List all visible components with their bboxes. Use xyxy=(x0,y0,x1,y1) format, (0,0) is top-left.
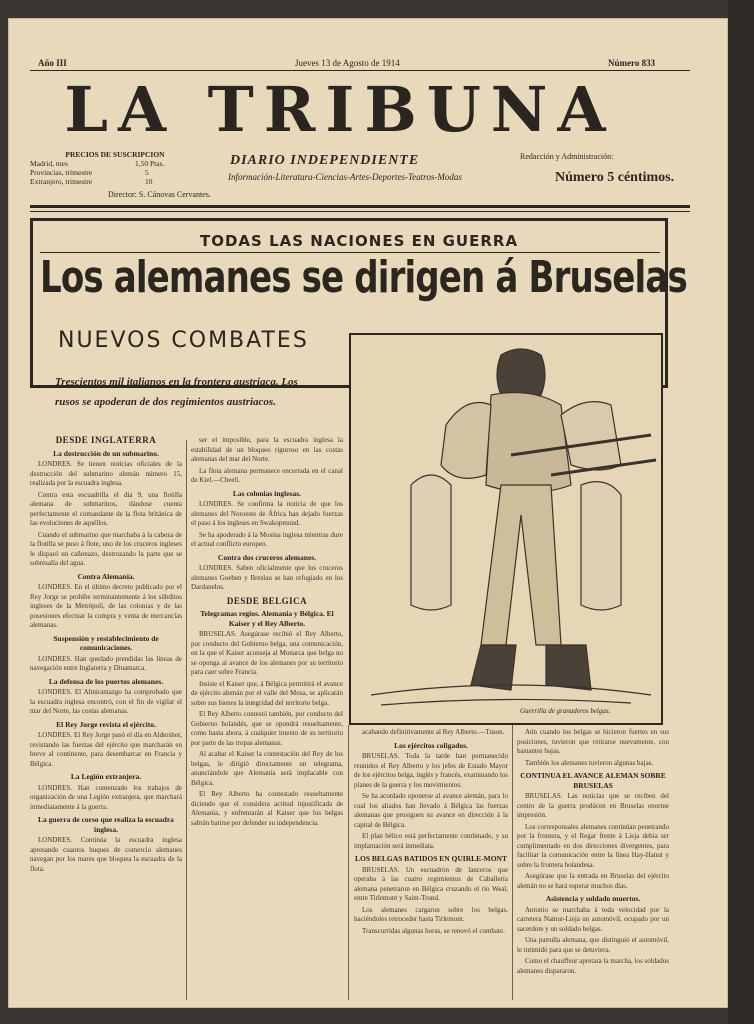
page-background-edge xyxy=(728,0,754,1024)
prices-heading: PRECIOS DE SUSCRIPCION xyxy=(65,150,165,159)
article-paragraph: Transcurridas algunas horas, se renovó el combate. xyxy=(362,926,505,935)
article-paragraph: LONDRES. Saben oficialmente que los cruceros alemanes Goeben y Breslau se han refugiado en los Dardanelos. xyxy=(191,564,343,591)
grenadiers-drawing xyxy=(351,335,661,723)
article-paragraph: El plan bélico está perfectamente combinado, y su implantación será inmediata. xyxy=(354,832,508,850)
price-row: Madrid, mes 1,50 Ptas. xyxy=(30,159,165,168)
article-paragraph: LONDRES. Se confirma la noticia de que los alemanes del Noroeste de África han dejado fuerzas el paso á los ingleses en Swakopmund. xyxy=(191,500,343,527)
article-paragraph: La flota alemana permanece encerrada en el canal de Kiel.—Cheeli. xyxy=(191,466,343,484)
article-paragraph: Aún cuando los belgas se hicieron fuertes en sus posiciones, tuvieron que retirarse nuevamente, con bastantes bajas. xyxy=(517,728,669,755)
article-column-4 xyxy=(517,728,669,1002)
article-subhead: LOS BELGAS BATIDOS EN QUIRLE-MONT xyxy=(355,854,507,863)
article-subhead: La guerra de corso que realiza la escuadra inglesa. xyxy=(38,815,174,834)
column-divider xyxy=(512,725,513,1000)
article-subhead: La Legión extranjera. xyxy=(70,772,142,781)
headline-kicker: TODAS LAS NACIONES EN GUERRA xyxy=(200,232,519,250)
article-paragraph: Se ha acordado oponerse al avance alemán, para lo cual los aliados han llevado á Bélgica las fuerzas alemanas que prosiguen su avance en dirección á la capital de Bélgica. xyxy=(354,792,508,829)
date-label: Jueves 13 de Agosto de 1914 xyxy=(295,58,400,68)
article-paragraph: LONDRES. Se tienen noticias oficiales de la destrucción del submarino alemán número 15, realizada por la escuadra inglesa. xyxy=(30,460,182,487)
article-paragraph: Una patrulla alemana, que distinguió el automóvil, le intimidó para que se detuviera. xyxy=(517,936,669,954)
article-paragraph: El Rey Alberto ha contestado resueltamente diciendo que el considera actitud injustificada de Alemania, y enfrentarán al Kaiser que los belgas sabrán batirse por defender su independencia. xyxy=(191,790,343,827)
article-paragraph: Asegúrase que la entrada en Bruselas del ejército alemán no se hará esperar muchos días. xyxy=(517,872,669,890)
section-heading: CONTINUA EL AVANCE ALEMAN SOBRE BRUSELAS xyxy=(520,771,666,790)
article-paragraph: Contra esta escuadrilla el día 9, una flotilla alemana de submarinos, dándose cuenta perfectamente el comandante de la flota británica de las evoluciones de aquéllos. xyxy=(30,490,182,527)
director-line: Director: S. Cánovas Cervantes. xyxy=(108,190,211,199)
article-subhead: Las colonias inglesas. xyxy=(232,488,302,498)
price-row: Extranjero, trimestre 10 xyxy=(30,177,153,186)
article-subhead: Asistencia y soldado muertos. xyxy=(545,894,641,903)
article-subhead: Telegramas regios. Alemania y Bélgica. El Kaiser y el Rey Alberto. xyxy=(200,609,334,628)
illustration-caption: Guerrilla de granaderos belgas. xyxy=(520,707,611,715)
article-subhead: La defensa de los puertos alemanes. xyxy=(48,676,164,686)
article-column-2 xyxy=(191,436,343,1002)
article-paragraph: ser el imposible, para la escuadra inglesa la estabilidad de un bloqueo riguroso en las costas alemanas del mar del Norte. xyxy=(191,436,343,463)
article-paragraph: BRUSELAS. Las noticias que se reciben del centro de la guerra prodúcen en Bruselas enorme impresión. xyxy=(517,792,669,819)
article-paragraph: Al acabar el Kaiser la contestación del Rey de los belgas, le dirigió directamente un telegrama, anunciándole que Alemania será implacable con Bélgica. xyxy=(191,750,343,787)
article-paragraph: LONDRES. Continúa la escuadra inglesa apresando cuantos buques de comercio alemanes navegan por los mares que bloquea la escuadra de la flota. xyxy=(30,836,182,873)
article-paragraph: Cuando el submarino que marchaba á la cabeza de la flotilla se puso á flote, uno de los cruceros ingleses le disparó un cañonazo, destrozando la parte que se sobresalía del agua. xyxy=(30,530,182,567)
article-subhead: Contra dos cruceros alemanes. xyxy=(217,552,317,562)
issue-number: Número 833 xyxy=(608,58,656,68)
article-subhead: El Rey Jorge revista el ejército. xyxy=(56,719,156,729)
article-subhead: Contra Alemania. xyxy=(77,571,135,581)
article-paragraph: BRUSELAS. Un escuadrón de lanceros que operaba á las cuatro regimientos de Caballería alemana penetraron en Bélgica cruzando el río Weal, entre Tirlemont y Saint-Trond. xyxy=(354,865,508,902)
article-paragraph: LONDRES. Han comenzado los trabajos de organización de una Legión extranjera, que marchará inmediatamente á la guerra. xyxy=(30,783,182,811)
section-heading: DESDE BELGICA xyxy=(226,595,308,606)
article-paragraph: Antonio se marchaba á toda velocidad por la carretera Namur-Lieja un automóvil, ocupado por un sacerdote y un soldado belgas. xyxy=(517,905,669,933)
header-rule xyxy=(30,70,690,71)
article-column-3 xyxy=(354,728,508,1002)
year-label: Año III xyxy=(38,58,67,68)
masthead-sections: Información-Literatura-Ciencias-Artes-Deportes-Teatros-Modas xyxy=(228,172,462,182)
price-row: Provincias, trimestre 5 xyxy=(30,168,149,177)
headline-deck: Trescientos mil italianos en la frontera austriaca. Los rusos se apoderan de dos regimientos austriacos. xyxy=(55,376,298,408)
main-headline: Los alemanes se dirigen á Bruselas xyxy=(40,252,687,303)
masthead-rule xyxy=(30,205,690,208)
section-heading: DESDE INGLATERRA xyxy=(55,435,157,445)
article-subhead: Los ejércitos coligados. xyxy=(394,740,468,750)
article-subhead: Suspensión y restablecimiento de comunicaciones. xyxy=(53,633,159,652)
masthead-rule-thin xyxy=(30,211,690,212)
article-paragraph: El Rey Alberto contestó también, por conducto del Gobierno holandés, que se opondrá resueltamente, como hasta ahora, á cualquier intento de su territorio por parte de las tropas alemanas. xyxy=(191,710,343,747)
article-paragraph: Insiste el Kaiser que, á Bélgica permitirá el avance de ejército alemán por el valle del Mosa, se aplicarán sobre sus bienes la integridad del territorio belga. xyxy=(191,679,343,707)
article-subhead: La destrucción de un submarino. xyxy=(53,448,159,458)
column-divider xyxy=(186,440,187,1000)
price-per-number: Número 5 céntimos. xyxy=(555,170,675,185)
column-divider xyxy=(348,725,349,1000)
article-paragraph: Como el chauffeur apretara la marcha, los soldados alemanes dispararon. xyxy=(517,957,669,975)
article-paragraph: Se ha apoderado á la Mosina inglesa mientras dure el actual conflicto europeo. xyxy=(191,530,343,548)
article-paragraph: También los alemanes tuvieron algunas bajas. xyxy=(525,758,654,767)
article-paragraph: LONDRES. El Rey Jorge pasó el día en Aldershot, revistando las fuerzas del ejército que marcharán en breve al continente, para desembarcar en Francia y Bélgica. xyxy=(30,731,182,768)
article-paragraph: BRUSELAS. Asegúrase recibió el Rey Alberto, por conducto del Gobierno belga, una comunicación, en la que el Kaiser aconseja al Monarca que belga no se oponga al avance de los alemanes por su territorio para caer sobre Francia. xyxy=(191,630,343,676)
subheadline: NUEVOS COMBATES xyxy=(58,328,309,353)
masthead-title: LA TRIBUNA xyxy=(64,73,616,146)
article-column-1 xyxy=(30,432,182,1002)
article-paragraph: BRUSELAS. Toda la tarde han permanecido reunidos el Rey Alberto y los jefes de Estado Mayor de los ejércitos belga, inglés y francés, examinando los planes de la guerra y los movimientos. xyxy=(354,752,508,789)
article-paragraph: Los corresponsales alemanes continúan penetrando por la frontera, y el Regar frente á Lieja debía ser cumplimentado en dos direcciones divergentes, para facilitar la comunicación entre la línea Hay-Hanut y sobre la frontera holandesa. xyxy=(517,822,669,869)
masthead-subtitle: DIARIO INDEPENDIENTE xyxy=(230,153,420,168)
subscription-prices xyxy=(30,150,210,186)
article-paragraph: LONDRES. El Almirantazgo ha comprobado que la escuadra inglesa encontró, con el fin de vigilar el mar del Norte, las costas alemanas. xyxy=(30,688,182,715)
article-paragraph: acabando definitivamente al Rey Alberto.—Tuson. xyxy=(362,728,505,736)
admin-label: Redacción y Administración: xyxy=(520,152,614,161)
article-paragraph: LONDRES. Han quedado prendidas las líneas de navegación entre Inglaterra y Dinamarca. xyxy=(30,654,182,672)
article-paragraph: LONDRES. En el último decreto publicado por el Rey Jorge se prohibe terminantemente á los súbditos ingleses de la Metrópoli, de las colonias y de las posesiones efectuar la compra y venta de mercancías alemanas. xyxy=(30,583,182,629)
soldiers-illustration xyxy=(349,333,663,725)
article-paragraph: Los alemanes cargaron sobre los belgas, haciéndoles retroceder hasta Tirlemont. xyxy=(354,905,508,923)
